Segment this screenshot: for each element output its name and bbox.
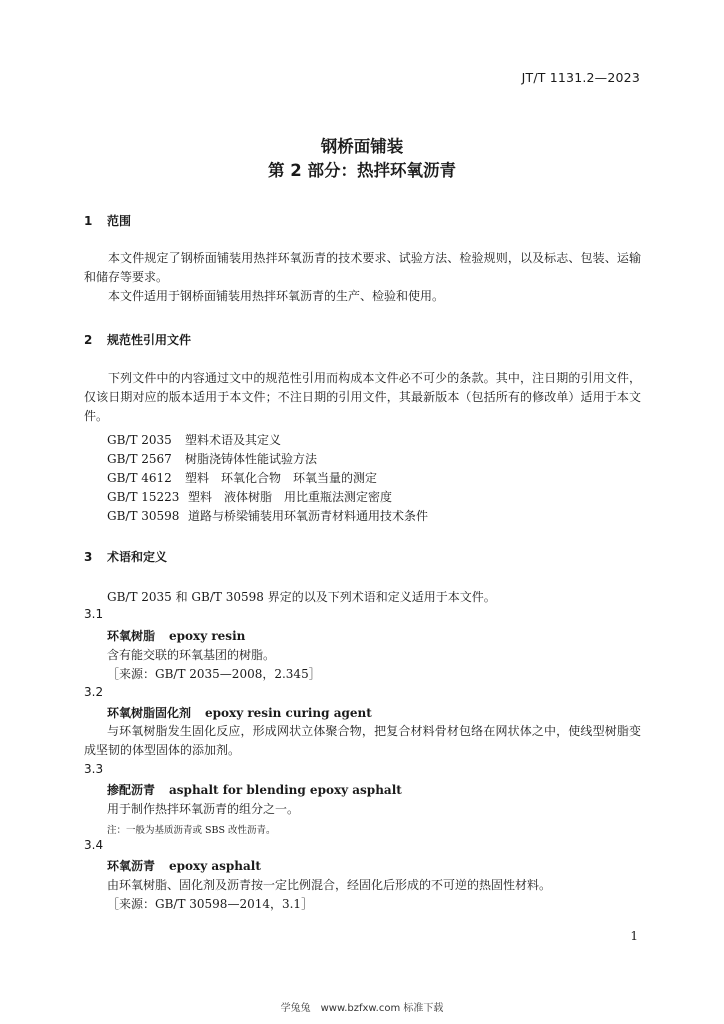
reference-code: GB/T 2567: [107, 452, 172, 466]
term-english: epoxy resin: [169, 629, 246, 643]
section-title: 范围: [107, 214, 132, 228]
term-number: 3.3: [84, 762, 104, 776]
reference-code: GB/T 2035: [107, 433, 172, 447]
term-source: ［来源：GB/T 2035—2008，2.345］: [107, 667, 321, 681]
term-chinese: 掺配沥青: [107, 783, 156, 797]
term-source: ［来源：GB/T 30598—2014，3.1］: [107, 897, 314, 911]
term-heading: [107, 704, 372, 721]
term-english: epoxy asphalt: [169, 859, 261, 873]
terms-intro: GB/T 2035 和 GB/T 30598 界定的以及下列术语和定义适用于本文件。: [107, 590, 496, 604]
term-note: 注：一般为基质沥青或 SBS 改性沥青。: [107, 825, 276, 836]
term-definition: 由环氧树脂、固化剂及沥青按一定比例混合，经固化后形成的不可逆的热固性材料。: [107, 878, 552, 892]
reference-title: 塑料 液体树脂 用比重瓶法测定密度: [188, 490, 393, 504]
footer-watermark[interactable]: 学兔兔 www.bzfxw.com 标准下载: [280, 1003, 444, 1014]
reference-code: GB/T 4612: [107, 471, 172, 485]
term-number: 3.4: [84, 838, 104, 852]
document-subtitle: 第 2 部分：热拌环氧沥青: [268, 161, 456, 180]
reference-item: [107, 488, 392, 505]
section-title: 术语和定义: [107, 550, 168, 564]
reference-item: [107, 507, 428, 524]
term-definition: 与环氧树脂发生固化反应，形成网状立体聚合物，把复合材料骨材包络在网状体之中，使线型树脂变成坚韧的体型固体的添加剂。: [84, 724, 641, 757]
term-number: 3.1: [84, 607, 104, 621]
section-number: 1: [84, 214, 93, 228]
term-english: epoxy resin curing agent: [205, 706, 372, 720]
reference-item: [107, 469, 377, 486]
term-heading: [107, 857, 261, 874]
reference-item: [107, 431, 281, 448]
term-chinese: 环氧树脂: [107, 629, 156, 643]
reference-code: GB/T 15223: [107, 490, 180, 504]
term-number: 3.2: [84, 685, 104, 699]
term-heading: [107, 627, 245, 644]
references-intro: 下列文件中的内容通过文中的规范性引用而构成本文件必不可少的条款。其中，注日期的引用文件，仅该日期对应的版本适用于本文件；不注日期的引用文件，其最新版本（包括所有的修改单）适用于本文件。: [84, 371, 641, 423]
section-heading-references: [84, 331, 191, 348]
standard-code: JT/T 1131.2—2023: [521, 70, 640, 85]
term-heading: [107, 781, 402, 798]
page-number: 1: [630, 929, 638, 943]
reference-code: GB/T 30598: [107, 509, 180, 523]
section-number: 2: [84, 333, 93, 347]
reference-title: 塑料术语及其定义: [185, 433, 282, 447]
section-number: 3: [84, 550, 93, 564]
reference-title: 树脂浇铸体性能试验方法: [185, 452, 318, 466]
scope-paragraph-1: 本文件规定了钢桥面铺装用热拌环氧沥青的技术要求、试验方法、检验规则，以及标志、包装、运输和储存等要求。: [84, 251, 641, 284]
reference-title: 道路与桥梁铺装用环氧沥青材料通用技术条件: [188, 509, 429, 523]
section-heading-scope: [84, 212, 131, 229]
term-definition: 含有能交联的环氧基团的树脂。: [107, 648, 276, 662]
term-definition: 用于制作热拌环氧沥青的组分之一。: [107, 802, 300, 816]
document-title: 钢桥面铺装: [320, 137, 404, 156]
term-english: asphalt for blending epoxy asphalt: [169, 783, 402, 797]
term-chinese: 环氧树脂固化剂: [107, 706, 192, 720]
scope-paragraph-2: 本文件适用于钢桥面铺装用热拌环氧沥青的生产、检验和使用。: [108, 289, 445, 303]
term-chinese: 环氧沥青: [107, 859, 156, 873]
reference-item: [107, 450, 317, 467]
section-heading-terms: [84, 548, 167, 565]
reference-title: 塑料 环氧化合物 环氧当量的测定: [185, 471, 378, 485]
section-title: 规范性引用文件: [107, 333, 192, 347]
